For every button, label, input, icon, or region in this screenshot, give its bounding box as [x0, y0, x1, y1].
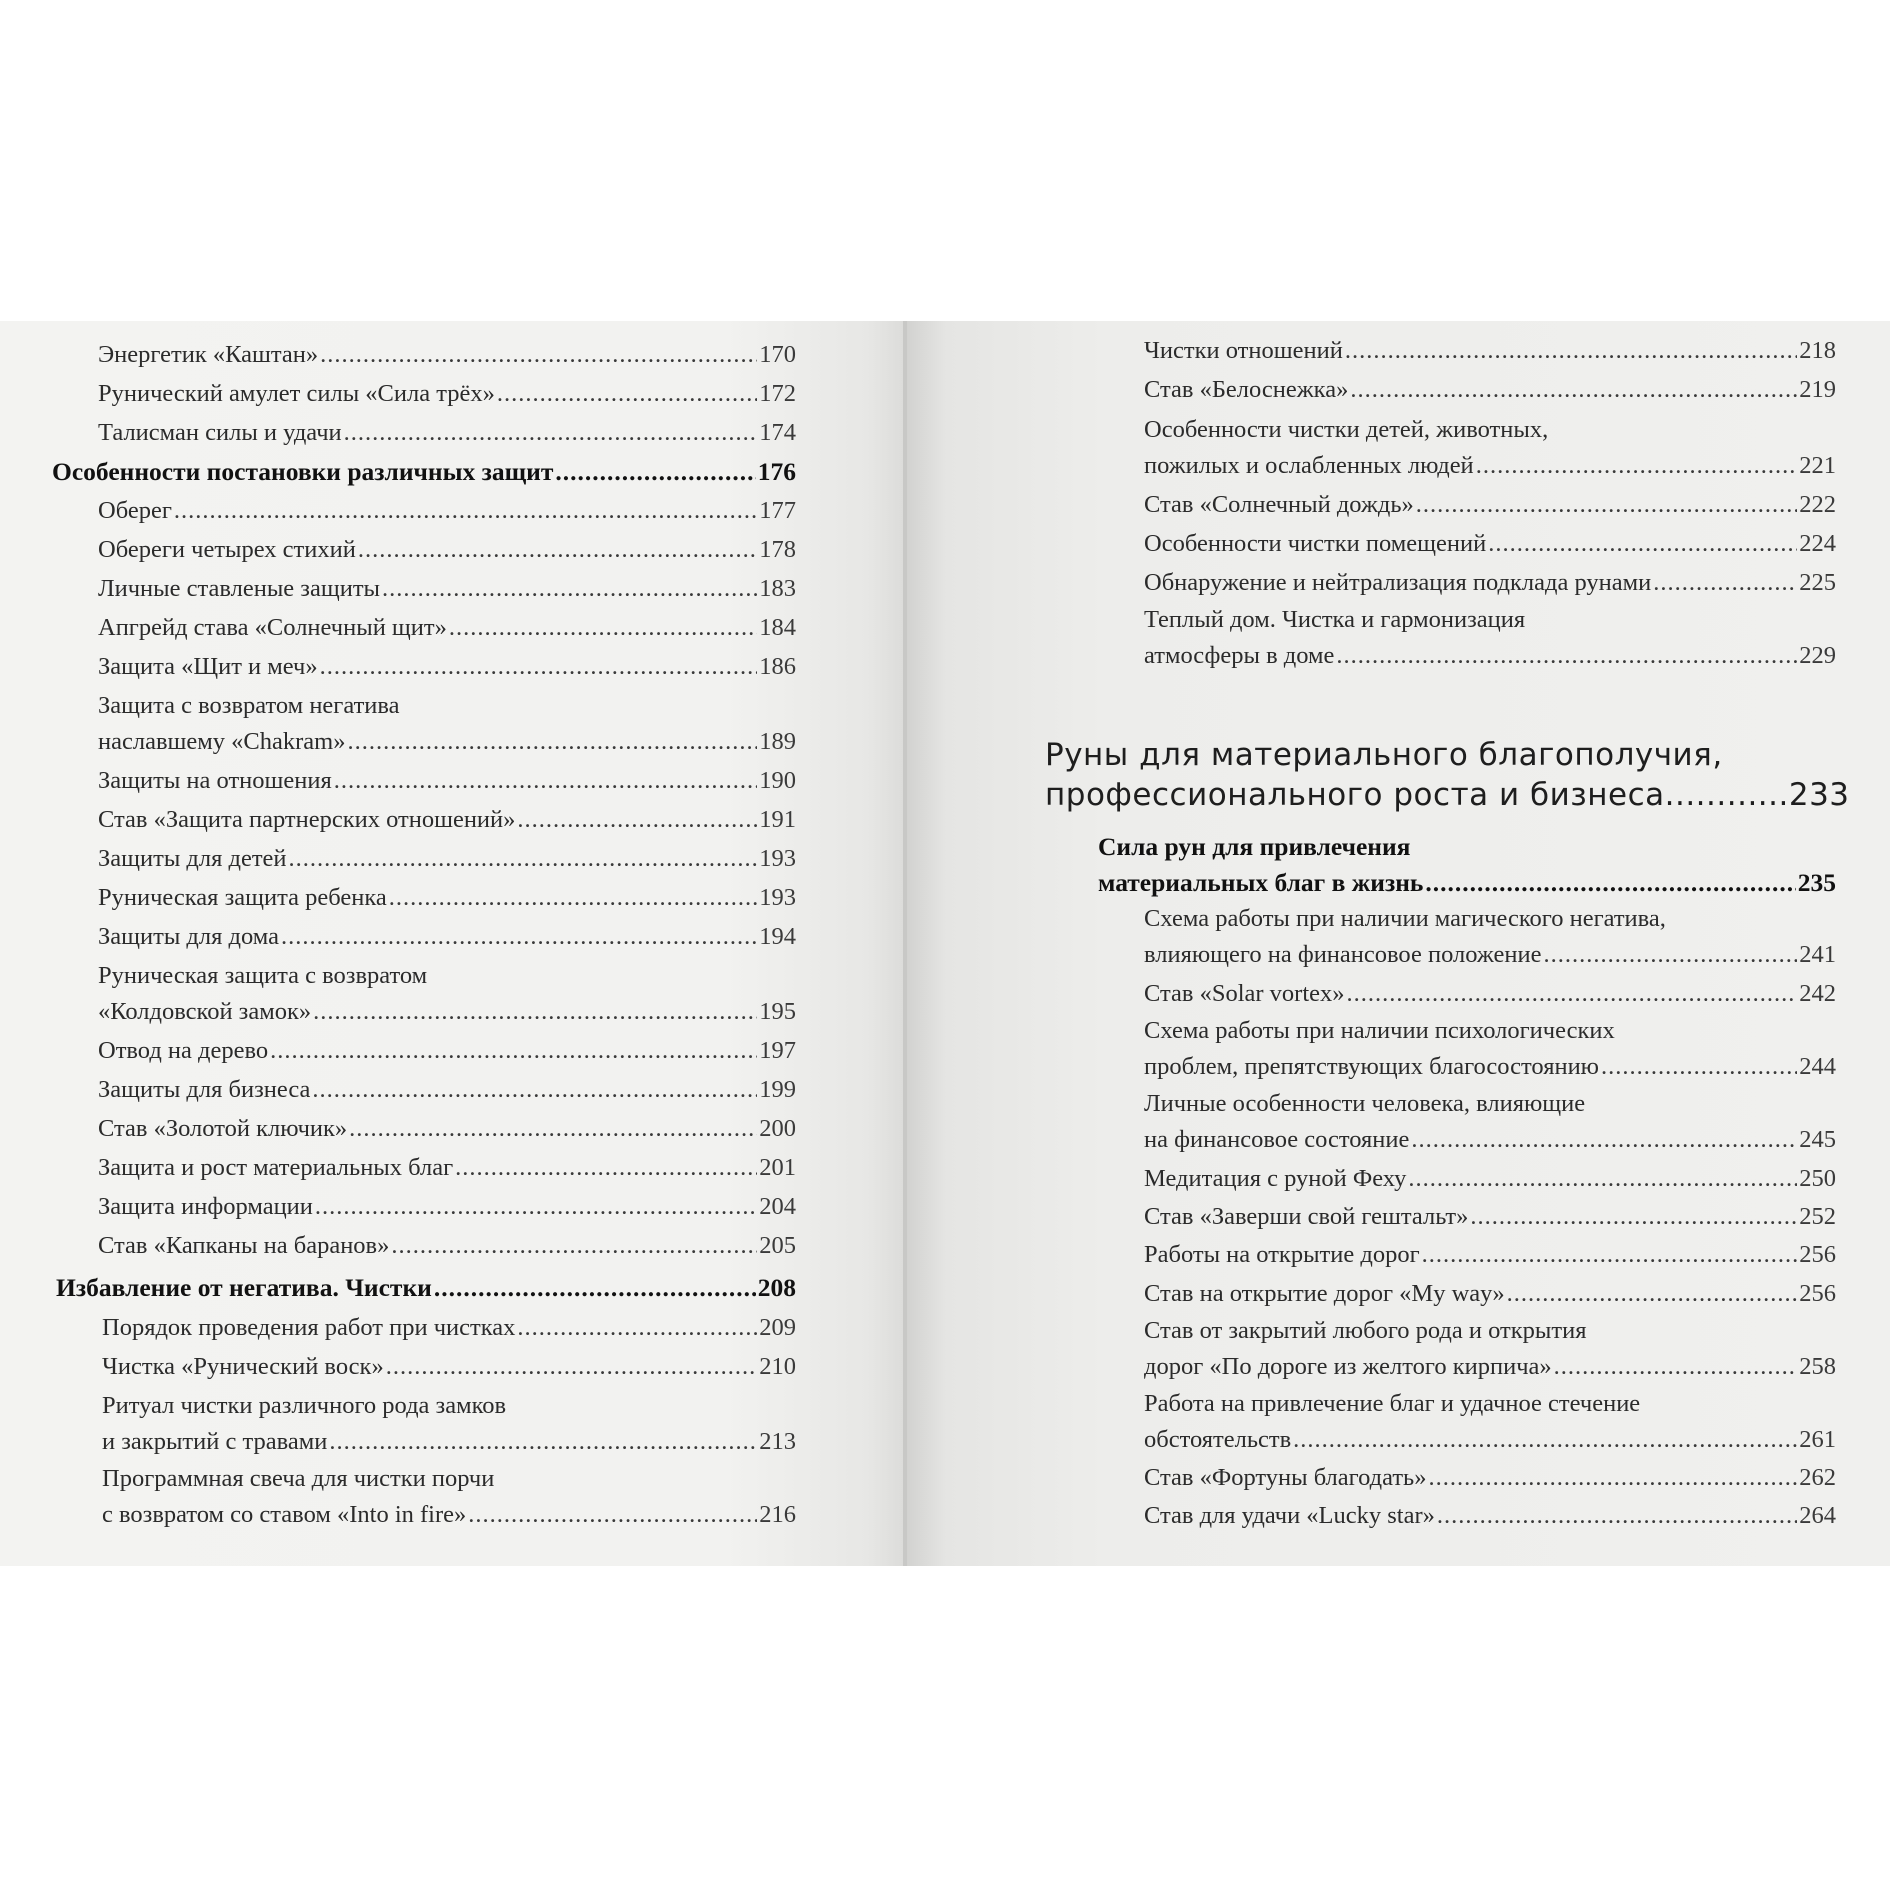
- toc-entry: [1144, 978, 1836, 1010]
- entry-title: Обереги четырех стихий: [98, 536, 356, 563]
- toc-entry: [1144, 1201, 1836, 1233]
- toc-entry: [102, 1392, 796, 1458]
- toc-entry: [98, 495, 796, 527]
- toc-entry: [102, 1351, 796, 1383]
- entry-title: Рунический амулет силы «Сила трёх»: [98, 380, 495, 407]
- entry-title: Став для удачи «Lucky star»: [1144, 1502, 1435, 1529]
- page-number: 244: [1799, 1053, 1836, 1080]
- leader-dots: [270, 1035, 757, 1067]
- leader-dots: [1476, 450, 1798, 482]
- leader-dots: [1488, 528, 1797, 560]
- toc-entry: [98, 378, 796, 410]
- page-number: 200: [759, 1115, 796, 1142]
- toc-entry: [98, 573, 796, 605]
- page-number: 189: [759, 728, 796, 755]
- toc-section: [1098, 832, 1836, 899]
- page-number: 221: [1799, 452, 1836, 479]
- leader-dots: [434, 1272, 756, 1304]
- toc-entry: [98, 417, 796, 449]
- toc-entry: [1144, 1317, 1836, 1383]
- leader-dots: [320, 339, 757, 371]
- leader-dots: [289, 843, 758, 875]
- leader-dots: [455, 1152, 757, 1184]
- entry-title: Отвод на дерево: [98, 1037, 269, 1064]
- entry-title: «Колдовской замок»: [98, 998, 312, 1025]
- entry-title: Порядок проведения работ при чистках: [102, 1314, 516, 1341]
- entry-title: Энергетик «Каштан»: [98, 341, 319, 368]
- entry-title-first-line: Схема работы при наличии психологических: [1144, 1017, 1615, 1044]
- page-number: 177: [759, 497, 796, 524]
- leader-dots: [1425, 867, 1795, 899]
- toc-section: [52, 456, 796, 488]
- leader-dots: [344, 417, 758, 449]
- entry-title: обстоятельств: [1144, 1426, 1292, 1453]
- leader-dots: [1345, 335, 1797, 367]
- entry-title: Защита «Щит и меч»: [98, 653, 318, 680]
- leader-dots: [1336, 640, 1797, 672]
- entry-title: Обнаружение и нейтрализация подклада рунами: [1144, 569, 1652, 596]
- entry-title: материальных благ в жизнь: [1098, 868, 1424, 897]
- entry-title-first-line: Сила рун для привлечения: [1098, 832, 1411, 861]
- leader-dots: [334, 765, 757, 797]
- page-number: 224: [1799, 530, 1836, 557]
- leader-dots: [313, 996, 757, 1028]
- toc-entry: [1144, 1239, 1836, 1271]
- entry-title: Защиты для дома: [98, 923, 279, 950]
- left-page: [0, 321, 904, 1566]
- entry-title-first-line: Работа на привлечение благ и удачное стечение: [1144, 1390, 1641, 1417]
- leader-dots: [320, 651, 758, 683]
- page-number: 186: [759, 653, 796, 680]
- page-number: 213: [759, 1428, 796, 1455]
- toc-entry: [98, 804, 796, 836]
- page-number: 184: [759, 614, 796, 641]
- entry-title-first-line: Личные особенности человека, влияющие: [1144, 1090, 1586, 1117]
- toc-entry: [98, 921, 796, 953]
- entry-title: Став «Белоснежка»: [1144, 376, 1349, 403]
- entry-title: Защита информации: [98, 1193, 313, 1220]
- page-number: 174: [759, 419, 796, 446]
- leader-dots: [1543, 939, 1797, 971]
- toc-entry: [102, 1312, 796, 1344]
- leader-dots: [555, 456, 755, 488]
- leader-dots: [315, 1191, 757, 1223]
- page-number: 190: [759, 767, 796, 794]
- entry-title: Медитация с руной Феху: [1144, 1165, 1407, 1192]
- chapter-page-number: 233: [1788, 777, 1850, 813]
- leader-dots: [1601, 1051, 1797, 1083]
- entry-title-first-line: Руническая защита с возвратом: [98, 962, 428, 989]
- entry-title-first-line: Защита с возвратом негатива: [98, 692, 400, 719]
- entry-title: Став «Золотой ключик»: [98, 1115, 348, 1142]
- page-number: 176: [757, 457, 796, 486]
- entry-title: Став «Фортуны благодать»: [1144, 1464, 1427, 1491]
- toc-entry: [98, 692, 796, 758]
- leader-dots: [1408, 1163, 1797, 1195]
- entry-title: Став на открытие дорог «My way»: [1144, 1280, 1505, 1307]
- toc-entry: [1144, 567, 1836, 599]
- page-number: 241: [1799, 941, 1836, 968]
- page-number: 225: [1799, 569, 1836, 596]
- toc-entry: [98, 1191, 796, 1223]
- leader-dots: [468, 1499, 757, 1531]
- toc-entry: [1144, 1017, 1836, 1083]
- page-number: 229: [1799, 642, 1836, 669]
- entry-title: Защиты на отношения: [98, 767, 332, 794]
- entry-title-first-line: Особенности чистки детей, животных,: [1144, 416, 1549, 443]
- entry-title: Талисман силы и удачи: [98, 419, 342, 446]
- entry-title: Защиты для бизнеса: [98, 1076, 311, 1103]
- entry-title-first-line: Программная свеча для чистки порчи: [102, 1465, 495, 1492]
- page-number: 191: [759, 806, 796, 833]
- leader-dots: [386, 1351, 758, 1383]
- entry-title: Чистка «Рунический воск»: [102, 1353, 384, 1380]
- entry-title: Став «Solar vortex»: [1144, 980, 1345, 1007]
- leader-dots: [1293, 1424, 1797, 1456]
- leader-dots: [1470, 1201, 1797, 1233]
- leader-dots: [517, 1312, 757, 1344]
- chapter-heading: [1045, 735, 1850, 815]
- page-number: 170: [759, 341, 796, 368]
- toc-entry: [1144, 489, 1836, 521]
- entry-title: Апгрейд става «Солнечный щит»: [98, 614, 447, 641]
- leader-dots: [382, 573, 757, 605]
- toc-entry: [98, 843, 796, 875]
- page-number: 197: [759, 1037, 796, 1064]
- entry-title: Защита и рост материальных благ: [98, 1154, 454, 1181]
- page-number: 193: [759, 845, 796, 872]
- page-number: 235: [1797, 868, 1836, 897]
- page-number: 195: [759, 998, 796, 1025]
- page-number: 205: [759, 1232, 796, 1259]
- page-number: 252: [1799, 1203, 1836, 1230]
- leader-dots: [391, 1230, 757, 1262]
- page-number: 209: [759, 1314, 796, 1341]
- chapter-title-line2: [1045, 775, 1850, 815]
- leader-dots: [1350, 374, 1797, 406]
- toc-entry: [1144, 1500, 1836, 1532]
- entry-title: Защиты для детей: [98, 845, 287, 872]
- entry-title: Личные ставленые защиты: [98, 575, 380, 602]
- page-number: 219: [1799, 376, 1836, 403]
- leader-dots: [1428, 1462, 1797, 1494]
- page-number: 262: [1799, 1464, 1836, 1491]
- entry-title-first-line: Ритуал чистки различного рода замков: [102, 1392, 507, 1419]
- page-number: 258: [1799, 1353, 1836, 1380]
- leader-dots: [312, 1074, 757, 1106]
- toc-entry: [1144, 528, 1836, 560]
- toc-entry: [98, 1152, 796, 1184]
- chapter-title-line1: Руны для материального благополучия,: [1045, 737, 1723, 773]
- entry-title: и закрытий с травами: [102, 1428, 328, 1455]
- page-number: 194: [759, 923, 796, 950]
- toc-entry: [1144, 335, 1836, 367]
- entry-title: Чистки отношений: [1144, 337, 1343, 364]
- leader-dots: [449, 612, 757, 644]
- leader-dots: [1554, 1351, 1798, 1383]
- toc-entry: [98, 612, 796, 644]
- toc-entry: [98, 1230, 796, 1262]
- toc-entry: [1144, 1390, 1836, 1456]
- entry-title: дорог «По дороге из желтого кирпича»: [1144, 1353, 1552, 1380]
- entry-title: проблем, препятствующих благосостоянию: [1144, 1053, 1599, 1080]
- page-number: 250: [1799, 1165, 1836, 1192]
- entry-title: Став «Капканы на баранов»: [98, 1232, 390, 1259]
- toc-entry: [98, 882, 796, 914]
- leader-dots: [1416, 489, 1797, 521]
- page-number: 256: [1799, 1241, 1836, 1268]
- chapter-title-line2-text: профессионального роста и бизнеса: [1045, 777, 1665, 813]
- leader-dots: [281, 921, 757, 953]
- toc-entry: [1144, 1163, 1836, 1195]
- leader-dots: [347, 726, 757, 758]
- leader-dots: [1653, 567, 1797, 599]
- entry-title: атмосферы в доме: [1144, 642, 1335, 669]
- page-number: 201: [759, 1154, 796, 1181]
- toc-entry: [102, 1465, 796, 1531]
- entry-title: Особенности постановки различных защит: [52, 457, 554, 486]
- page-number: 218: [1799, 337, 1836, 364]
- toc-entry: [1144, 905, 1836, 971]
- entry-title: наславшему «Chakram»: [98, 728, 346, 755]
- leader-dots: [1411, 1124, 1797, 1156]
- entry-title: Став «Заверши свой гештальт»: [1144, 1203, 1469, 1230]
- leader-dots: [174, 495, 757, 527]
- page-number: 222: [1799, 491, 1836, 518]
- page-number: 210: [759, 1353, 796, 1380]
- toc-entry: [98, 1074, 796, 1106]
- toc-entry: [1144, 1462, 1836, 1494]
- page-number: 245: [1799, 1126, 1836, 1153]
- entry-title: Оберег: [98, 497, 172, 524]
- leader-dots: [517, 804, 757, 836]
- toc-entry: [98, 962, 796, 1028]
- toc-entry: [1144, 374, 1836, 406]
- entry-title: Руническая защита ребенка: [98, 884, 387, 911]
- page-number: 178: [759, 536, 796, 563]
- toc-entry: [1144, 606, 1836, 672]
- leader-dots: [1422, 1239, 1798, 1271]
- entry-title: пожилых и ослабленных людей: [1144, 452, 1474, 479]
- leader-dots: [389, 882, 757, 914]
- entry-title-first-line: Теплый дом. Чистка и гармонизация: [1144, 606, 1526, 633]
- entry-title: Избавление от негатива. Чистки: [56, 1273, 432, 1302]
- page-number: 172: [759, 380, 796, 407]
- entry-title: Работы на открытие дорог: [1144, 1241, 1420, 1268]
- page-number: 208: [757, 1273, 796, 1302]
- page-number: 256: [1799, 1280, 1836, 1307]
- toc-entry: [98, 1035, 796, 1067]
- leader-dots: [349, 1113, 757, 1145]
- page-number: 204: [759, 1193, 796, 1220]
- toc-entry: [98, 765, 796, 797]
- leader-dots: [1437, 1500, 1797, 1532]
- leader-dots: [358, 534, 757, 566]
- leader-dots: [497, 378, 757, 410]
- entry-title: на финансовое состояние: [1144, 1126, 1410, 1153]
- leader-dots: [1665, 777, 1789, 813]
- entry-title: Став «Защита партнерских отношений»: [98, 806, 516, 833]
- entry-title: Став «Солнечный дождь»: [1144, 491, 1414, 518]
- page-number: 183: [759, 575, 796, 602]
- toc-entry: [1144, 1278, 1836, 1310]
- toc-entry: [98, 534, 796, 566]
- entry-title: Особенности чистки помещений: [1144, 530, 1487, 557]
- toc-entry: [98, 1113, 796, 1145]
- entry-title: с возвратом со ставом «Into in fire»: [102, 1501, 467, 1528]
- page-number: 199: [759, 1076, 796, 1103]
- leader-dots: [329, 1426, 757, 1458]
- toc-section: [56, 1272, 796, 1304]
- toc-entry: [98, 651, 796, 683]
- toc-entry: [98, 339, 796, 371]
- page-number: 242: [1799, 980, 1836, 1007]
- page-number: 216: [759, 1501, 796, 1528]
- toc-entry: [1144, 1090, 1836, 1156]
- leader-dots: [1507, 1278, 1798, 1310]
- leader-dots: [1347, 978, 1798, 1010]
- page-number: 264: [1799, 1502, 1836, 1529]
- entry-title: влияющего на финансовое положение: [1144, 941, 1542, 968]
- page-number: 193: [759, 884, 796, 911]
- book-spread: [0, 321, 1890, 1566]
- entry-title-first-line: Схема работы при наличии магического негатива,: [1144, 905, 1666, 932]
- page-number: 261: [1799, 1426, 1836, 1453]
- toc-entry: [1144, 416, 1836, 482]
- entry-title-first-line: Став от закрытий любого рода и открытия: [1144, 1317, 1587, 1344]
